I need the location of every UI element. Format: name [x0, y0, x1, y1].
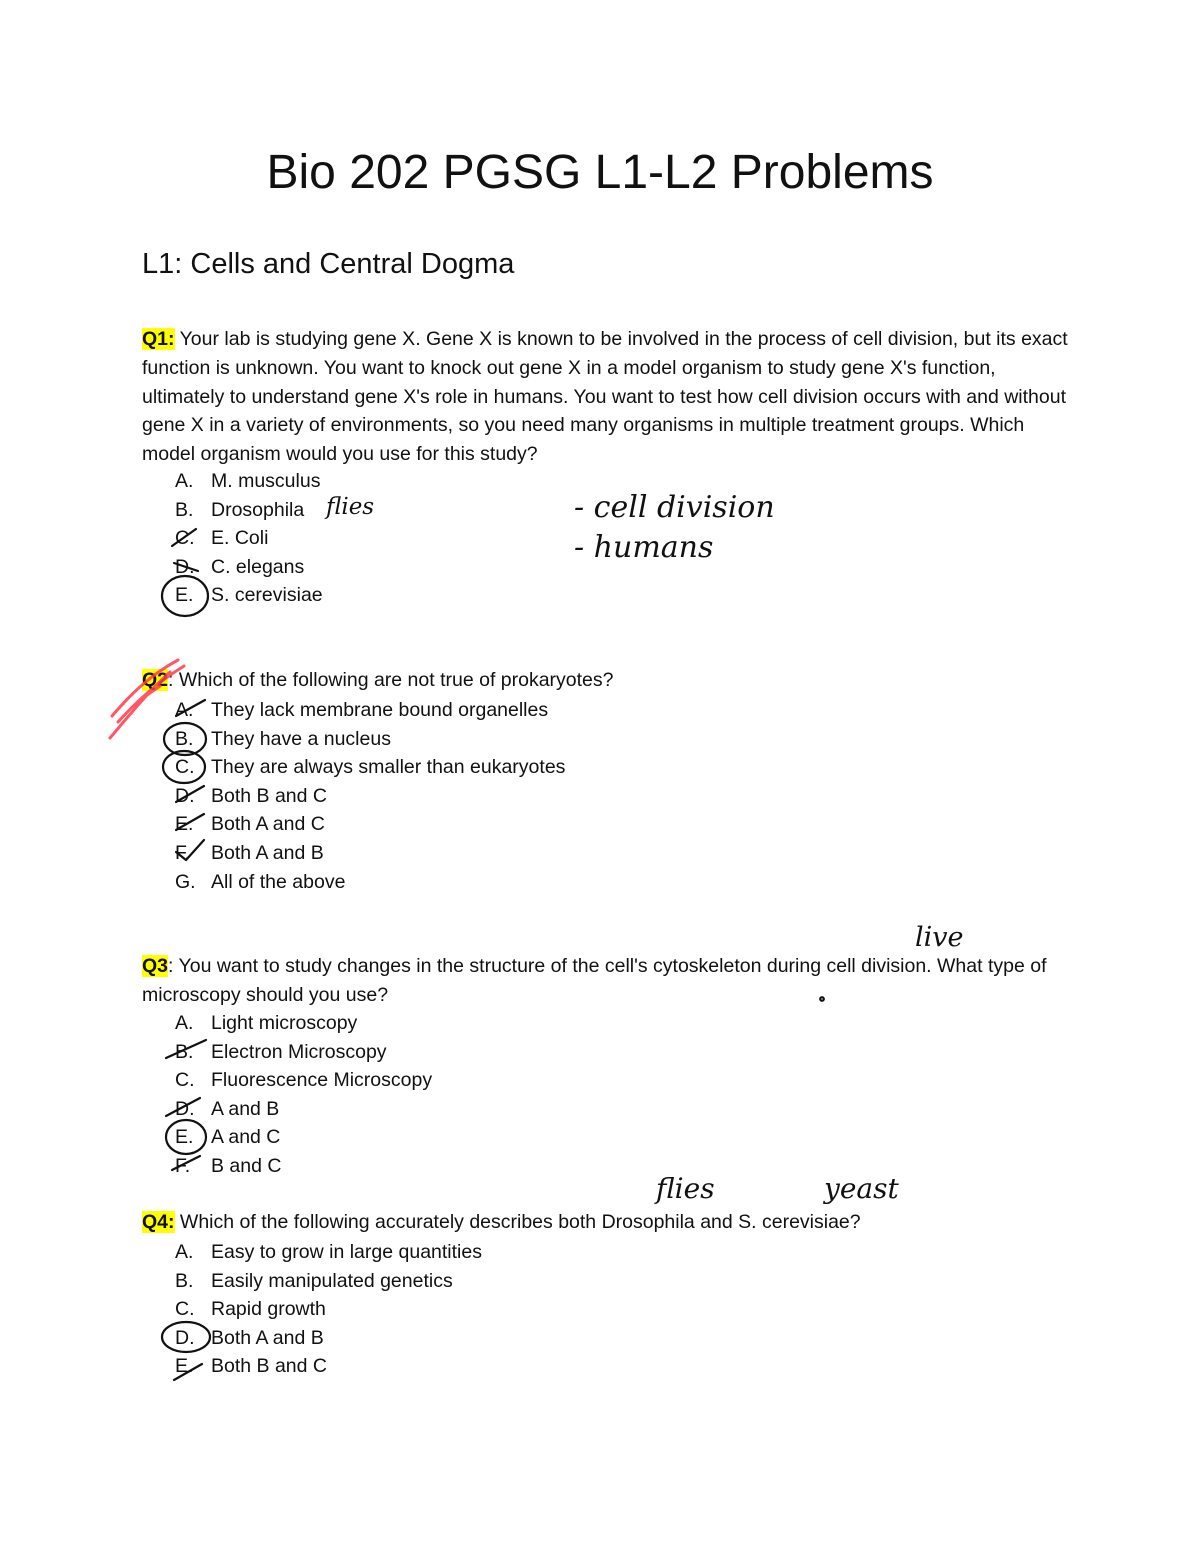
option-letter: B. — [175, 1269, 194, 1292]
document-title: Bio 202 PGSG L1-L2 Problems — [266, 146, 934, 199]
option-letter: C. — [175, 527, 195, 550]
option-g — [175, 868, 565, 897]
question-text: Which of the following accurately describes both Drosophila and S. cerevisiae? — [174, 1211, 861, 1233]
option-text: Easy to grow in large quantities — [211, 1241, 482, 1263]
option-text: M. musculus — [211, 470, 321, 492]
question-text: Which of the following are not true of prokaryotes? — [173, 669, 614, 691]
option-letter: D. — [175, 1097, 195, 1120]
question-4 — [142, 1208, 1072, 1237]
question-label: Q1 — [142, 328, 169, 350]
option-text: Fluorescence Microscopy — [211, 1069, 433, 1092]
question-3 — [142, 952, 1072, 1010]
option-letter: C. — [175, 1298, 195, 1321]
option-letter: G. — [175, 870, 196, 893]
question-label: Q4: — [142, 1211, 175, 1233]
option-letter: F. — [175, 841, 191, 864]
question-3-options — [175, 1009, 432, 1181]
option-f — [175, 1152, 432, 1181]
option-text: B and C — [211, 1154, 282, 1177]
option-letter: B. — [175, 727, 194, 750]
handwritten-note-live: live — [915, 922, 964, 953]
option-letter: D. — [175, 1326, 195, 1349]
option-letter: A. — [175, 1241, 194, 1263]
option-letter: E. — [175, 1355, 194, 1378]
option-text: Electron Microscopy — [211, 1040, 387, 1063]
option-d — [175, 1324, 482, 1353]
option-b — [175, 1267, 482, 1296]
option-d — [175, 782, 565, 811]
question-label-separator: : — [168, 328, 175, 350]
option-c — [175, 1066, 432, 1095]
option-letter: B. — [175, 1040, 194, 1063]
option-text: They lack membrane bound organelles — [211, 699, 549, 721]
option-e — [175, 581, 323, 610]
option-text: Light microscopy — [211, 1012, 358, 1034]
option-letter: C. — [175, 756, 195, 779]
option-letter: E. — [175, 1126, 194, 1149]
option-text: A and B — [211, 1097, 280, 1120]
option-text: Both B and C — [211, 784, 327, 807]
question-label-separator: : — [168, 955, 174, 977]
handwritten-note-humans: - humans — [574, 530, 714, 565]
option-letter: B. — [175, 498, 194, 521]
option-text: They are always smaller than eukaryotes — [211, 756, 566, 779]
option-a — [175, 696, 565, 725]
option-a — [175, 1009, 432, 1038]
option-c — [175, 1295, 482, 1324]
option-letter: A. — [175, 470, 194, 492]
option-c — [175, 753, 565, 782]
option-letter: A. — [175, 699, 194, 721]
option-letter: E. — [175, 813, 194, 836]
question-4-options — [175, 1238, 482, 1381]
handwritten-note-cell-division: - cell division — [574, 490, 775, 525]
option-d — [175, 1095, 432, 1124]
question-2-options — [175, 696, 565, 896]
option-c — [175, 524, 323, 553]
option-text: A and C — [211, 1126, 281, 1149]
option-text: S. cerevisiae — [211, 584, 323, 607]
option-letter: D. — [175, 784, 195, 807]
option-letter: D. — [175, 555, 195, 578]
question-2 — [142, 666, 1072, 695]
option-text: E. Coli — [211, 527, 269, 550]
handwritten-note-yeast: yeast — [824, 1172, 899, 1205]
question-1-options — [175, 467, 323, 610]
option-text: All of the above — [211, 870, 346, 893]
option-text: They have a nucleus — [211, 727, 391, 750]
option-e — [175, 1352, 482, 1381]
option-text: Both A and C — [211, 813, 325, 836]
option-text: C. elegans — [211, 555, 305, 578]
option-e — [175, 1123, 432, 1152]
option-text: Both A and B — [211, 841, 324, 864]
handwritten-note-flies: flies — [326, 494, 375, 520]
option-b — [175, 725, 565, 754]
option-letter: E. — [175, 584, 194, 607]
option-b — [175, 1038, 432, 1067]
option-e — [175, 810, 565, 839]
question-label: Q2 — [142, 669, 169, 691]
option-a — [175, 1238, 482, 1267]
question-text: You want to study changes in the structure of the cell's cytoskeleton during cell division. What type of microscopy should you use? — [142, 955, 1047, 1006]
option-f — [175, 839, 565, 868]
option-text: Both A and B — [211, 1326, 324, 1349]
question-label-separator: : — [168, 669, 174, 691]
option-letter: F. — [175, 1154, 191, 1177]
handwritten-note-flies-q4: flies — [656, 1172, 715, 1205]
question-label: Q3 — [142, 955, 169, 977]
option-a — [175, 467, 323, 496]
section-heading: L1: Cells and Central Dogma — [142, 248, 515, 280]
option-d — [175, 553, 323, 582]
option-b — [175, 496, 323, 525]
option-text: Rapid growth — [211, 1298, 326, 1321]
option-text: Drosophila — [211, 498, 305, 521]
option-letter: A. — [175, 1012, 194, 1034]
option-letter: C. — [175, 1069, 195, 1092]
option-text: Easily manipulated genetics — [211, 1269, 453, 1292]
question-text: Your lab is studying gene X. Gene X is known to be involved in the process of cell division, but its exact function is unknown. You want to knock out gene X in a model organism to study gene X's function, ultimately to understand gene X's role in humans. You want to test how cell division occurs with and without gene X in a variety of environments, so you need many organisms in multiple treatment groups. Which model organism would you use for this study? — [142, 328, 1068, 466]
question-1 — [142, 325, 1072, 469]
option-text: Both B and C — [211, 1355, 327, 1378]
